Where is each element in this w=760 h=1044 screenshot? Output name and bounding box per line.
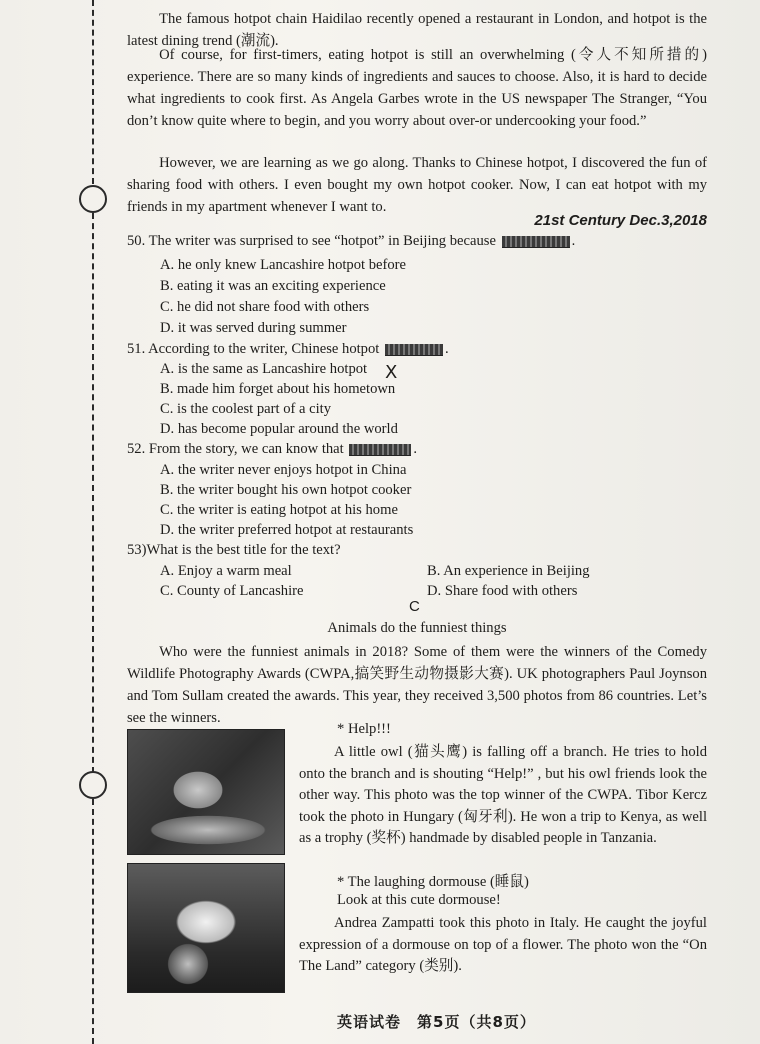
passage-b-paragraph-2: Of course, for first-timers, eating hotpot is still an overwhelming (令人不知所措的) experience. There are so many kinds of ingredients and sauces to choose. Also, it is hard to decide what ingredients to cook first. As Angela Garbes wrote in the US newspaper The Stranger, “You don’t know quite where to begin, and you worry about over-or undercooking your food.”	[127, 47, 707, 129]
help-paragraph: A little owl (猫头鹰) is falling off a branch. He tries to hold onto the branch and is shouting “Help!” , but his owl friends look the other way. This photo was the top winner of the CWPA. Tibor Kercz took the photo in Hungary (匈牙利). He won a trip to Kenya, as well as a trophy (奖杯) handmade by disabled people in Tanzania.	[299, 744, 707, 846]
dormouse-paragraph: Andrea Zampatti took this photo in Italy. He caught the joyful expression of a dormouse on top of a flower. The photo won the “On The Land” category (类别).	[299, 915, 707, 974]
page-footer: 英语试卷 第5页（共8页）	[337, 1013, 536, 1031]
section-label: C	[409, 598, 420, 615]
binding-line-middle	[92, 213, 94, 773]
question-stem-text: 51. According to the writer, Chinese hotpot	[127, 341, 380, 357]
passage-b-paragraph-1: The famous hotpot chain Haidilao recently opened a restaurant in London, and hotpot is the latest dining trend (潮流).	[127, 11, 707, 49]
help-heading: * Help!!!	[337, 721, 391, 737]
question-50-option-b: B. eating it was an exciting experience	[160, 278, 386, 294]
question-52-option-a: A. the writer never enjoys hotpot in China	[160, 462, 407, 478]
question-51-option-a: A. is the same as Lancashire hotpot	[160, 361, 368, 377]
question-52-stem	[127, 441, 417, 458]
question-52-option-b: B. the writer bought his own hotpot cooker	[160, 482, 412, 498]
passage-c-title: Animals do the funniest things	[327, 620, 507, 636]
passage-c-intro: Who were the funniest animals in 2018? Some of them were the winners of the Comedy Wildlife Photography Awards (CWPA,搞笑野生动物摄影大赛). UK photographers Paul Joynson and Tom Sullam created the awards. This year, they received 3,500 photos from 86 countries. Let’s see the winners.	[127, 644, 707, 726]
question-51-option-c: C. is the coolest part of a city	[160, 401, 332, 417]
handwritten-x-mark: X	[385, 362, 398, 383]
question-stem-text: 52. From the story, we can know that	[127, 441, 344, 457]
owl-photo	[127, 729, 285, 855]
question-50-option-d: D. it was served during summer	[160, 320, 347, 336]
question-stem-end: .	[571, 233, 576, 249]
dormouse-intro-line: Look at this cute dormouse!	[337, 892, 501, 908]
question-52-option-c: C. the writer is eating hotpot at his home	[160, 502, 398, 518]
question-53-option-c: C. County of Lancashire	[160, 583, 304, 599]
question-50-stem	[127, 233, 575, 250]
question-52-option-d: D. the writer preferred hotpot at restaurants	[160, 522, 414, 538]
passage-source: 21st Century Dec.3,2018	[534, 212, 707, 229]
blank-mask	[502, 236, 570, 248]
dormouse-photo	[127, 863, 285, 993]
question-50-option-a: A. he only knew Lancashire hotpot before	[160, 257, 406, 273]
question-stem-end: .	[413, 441, 418, 457]
question-50-option-c: C. he did not share food with others	[160, 299, 370, 315]
question-51-option-d: D. has become popular around the world	[160, 421, 398, 437]
question-53-option-a: A. Enjoy a warm meal	[160, 563, 292, 579]
binding-line-bottom	[92, 799, 94, 1044]
binding-hole-bottom	[79, 771, 107, 799]
binding-hole-top	[79, 185, 107, 213]
binding-line-top	[92, 0, 94, 184]
question-53-option-d: D. Share food with others	[427, 583, 578, 599]
passage-b-paragraph-3: However, we are learning as we go along. Thanks to Chinese hotpot, I discovered the fun of sharing food with others. I even bought my own hotpot cooker. Now, I can eat hotpot with my friends in my apartment whenever I want to.	[127, 155, 707, 215]
question-51-option-b: B. made him forget about his hometown	[160, 381, 396, 397]
question-53-stem: 53)What is the best title for the text?	[127, 542, 341, 558]
question-51-stem	[127, 341, 449, 358]
question-53-option-b: B. An experience in Beijing	[427, 563, 590, 579]
blank-mask	[385, 344, 443, 356]
question-stem-text: 50. The writer was surprised to see “hotpot” in Beijing because	[127, 233, 496, 249]
blank-mask	[349, 444, 411, 456]
question-stem-end: .	[444, 341, 449, 357]
dormouse-heading: * The laughing dormouse (睡鼠)	[337, 874, 529, 890]
